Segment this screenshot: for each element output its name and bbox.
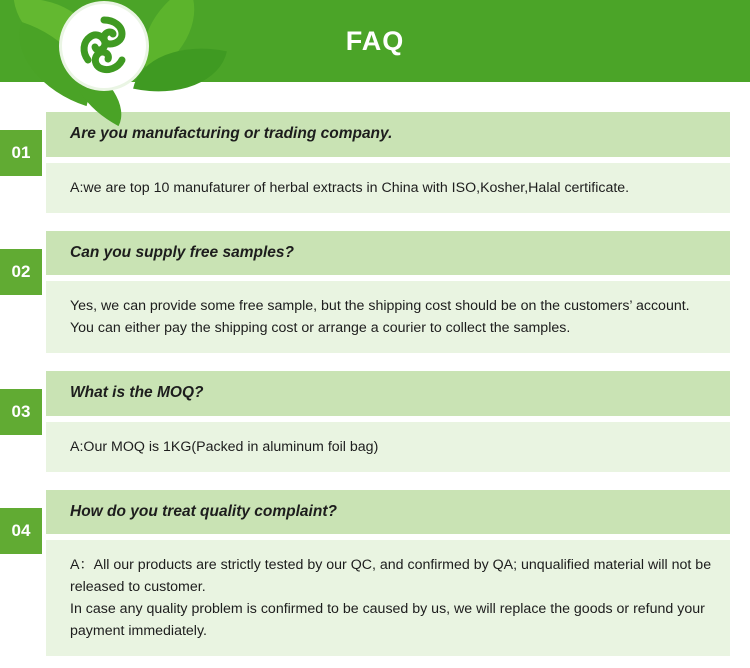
faq-question: How do you treat quality complaint? bbox=[46, 490, 730, 535]
faq-answer bbox=[46, 540, 730, 656]
faq-question: Are you manufacturing or trading company. bbox=[46, 112, 730, 157]
faq-answer bbox=[46, 163, 730, 213]
faq-answer-line: A：All our products are strictly tested by our QC, and confirmed by QA; unqualified material will not be released to customer. bbox=[70, 557, 712, 596]
faq-answer-line: A:Our MOQ is 1KG(Packed in aluminum foil bag) bbox=[70, 438, 379, 455]
faq-list bbox=[0, 82, 750, 656]
faq-question: What is the MOQ? bbox=[46, 371, 730, 416]
company-logo bbox=[10, 0, 220, 104]
green-leaf-logo-icon bbox=[62, 4, 146, 88]
faq-answer-line: In case any quality problem is confirmed to be caused by us, we will replace the goods or refund your payment immediately. bbox=[70, 601, 705, 640]
page-title: FAQ bbox=[345, 25, 405, 56]
faq-answer bbox=[46, 281, 730, 353]
faq-number-badge: 04 bbox=[0, 508, 42, 554]
page-header bbox=[0, 0, 750, 82]
faq-number-badge: 02 bbox=[0, 249, 42, 295]
faq-question: Can you supply free samples? bbox=[46, 231, 730, 276]
faq-number-badge: 01 bbox=[0, 130, 42, 176]
faq-number-badge: 03 bbox=[0, 389, 42, 435]
faq-answer-line: A:we are top 10 manufaturer of herbal extracts in China with ISO,Kosher,Halal certificate. bbox=[70, 179, 630, 196]
faq-answer-line: Yes, we can provide some free sample, but the shipping cost should be on the customers’ account. You can either pay the shipping cost or arrange a courier to collect the samples. bbox=[70, 298, 690, 337]
faq-item bbox=[0, 112, 730, 213]
faq-item bbox=[0, 231, 730, 354]
faq-item bbox=[0, 490, 730, 657]
faq-answer bbox=[46, 422, 730, 472]
faq-item bbox=[0, 371, 730, 472]
